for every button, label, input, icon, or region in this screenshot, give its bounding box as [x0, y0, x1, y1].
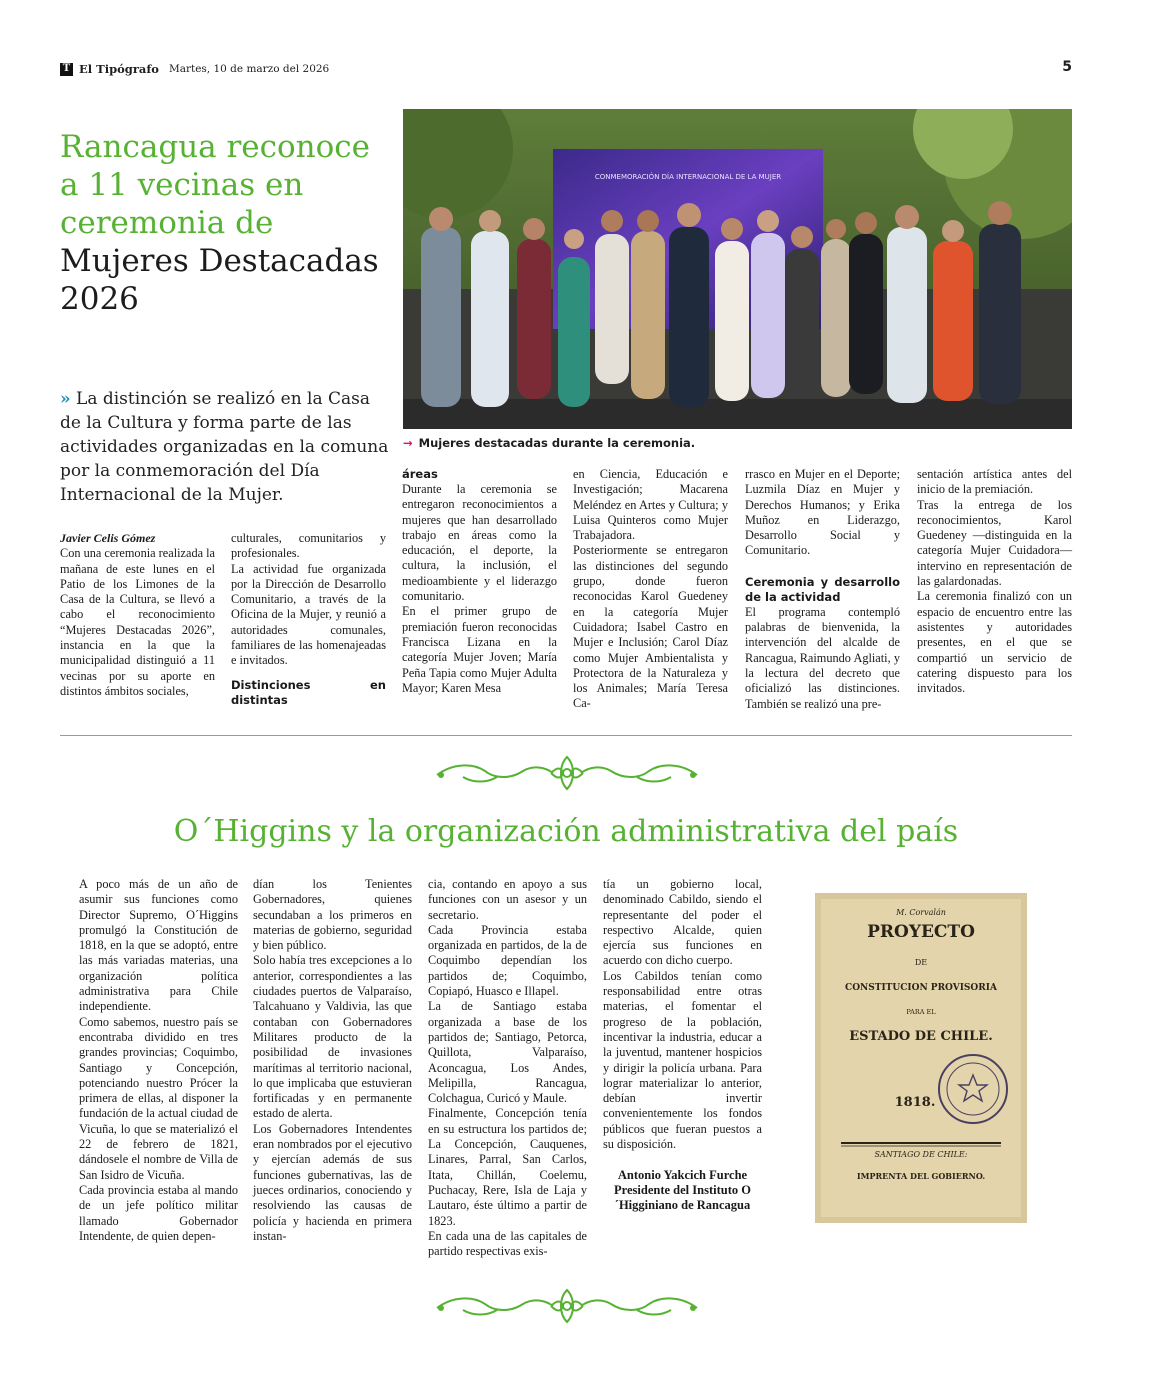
article1-column-6: [917, 467, 1072, 696]
doc-title: PROYECTO: [867, 922, 975, 942]
ceremony-photo: [403, 109, 1072, 429]
doc-line2: CONSTITUCION PROVISORIA: [845, 983, 997, 993]
article1-column-2: [231, 531, 386, 708]
article2-paragraph: La de Santiago estaba organizada a base de los partidos de; Santiago, Petorca, Quillota, Valparaíso, Aconcagua, Los Andes, Melipilla, Rancagua, Colchagua, Curicó y Maule.: [428, 999, 587, 1106]
publication-name: El Tipógrafo: [79, 62, 159, 76]
doc-handwriting: M. Corvalán: [896, 908, 946, 917]
article2-column-3: [428, 877, 587, 1259]
doc-city: SANTIAGO DE CHILE:: [874, 1150, 968, 1159]
article1-paragraph: en Ciencia, Educación e Investigación; Macarena Meléndez en Artes y Cultura; y Luisa Quinteros como Mujer Trabajadora.: [573, 467, 728, 543]
article2-paragraph: tía un gobierno local, denominado Cabildo, siendo el representante del poder el respectivo Alcalde, quien ejercía sus funciones en acuerdo con dicho cuerpo.: [603, 877, 762, 968]
article1-paragraph: En el primer grupo de premiación fueron reconocidas Francisca Lizana en la categoría Mujer Joven; María Peña Tapia como Mujer Adulta Mayor; Karen Mesa: [402, 604, 557, 695]
article1-paragraph: La ceremonia finalizó con un espacio de encuentro entre las asistentes y autoridades presentes, en el que se compartió un servicio de catering dispuesto para los invitados.: [917, 589, 1072, 696]
article1-paragraph: rrasco en Mujer en el Deporte; Luzmila Díaz en Mujer y Derechos Humanos; y Erika Muñoz en Liderazgo, Desarrollo Social y Comunitario.: [745, 467, 900, 558]
article2-paragraph: cia, contando en apoyo a sus funciones con un asesor y un secretario.: [428, 877, 587, 922]
article1-subheading-2: Ceremonia y desarrollo de la actividad: [745, 574, 900, 604]
article1-headline-green: Rancagua reconoce a 11 vecinas en ceremonia de: [60, 129, 371, 241]
article1-subheading-1-cont: áreas: [402, 467, 438, 481]
page-number: 5: [1062, 59, 1072, 75]
article2-column-2: [253, 877, 412, 1244]
author-signature-title: Presidente del Instituto O´Higginiano de Rancagua: [614, 1183, 751, 1213]
section-divider: [60, 735, 1072, 736]
article1-paragraph: Tras la entrega de los reconocimientos, Karol Guedeney —distinguida en la categoría Mujer Cuidadora— intervino en representación de las galardonadas.: [917, 497, 1072, 589]
doc-para: PARA EL: [906, 1008, 936, 1016]
doc-year: 1818.: [894, 1095, 936, 1110]
doc-de: DE: [914, 958, 928, 967]
article1-headline: [60, 128, 390, 318]
article2-paragraph: Finalmente, Concepción tenía en su estructura los partidos de; La Concepción, Cauquenes, Linares, Parral, San Carlos, Itata, Chillán, Coelemu, Puchacay, Rere, Isla de Laja y Lautaro, éste último a partir de 1823.: [428, 1106, 587, 1228]
article1-lede: [60, 387, 390, 507]
article1-headline-black: Mujeres Destacadas 2026: [60, 243, 379, 317]
caption-arrow-icon: →: [403, 436, 413, 450]
article1-paragraph: Durante la ceremonia se entregaron reconocimientos a mujeres que han desarrollado trabajo en áreas como la educación, el deporte, la cultura, la inclusión, el medioambiente y el liderazgo comunitario.: [402, 482, 557, 604]
article2-paragraph: dían los Tenientes Gobernadores, quienes secundaban a los primeros en materias de gobierno, seguridad y bien público.: [253, 877, 412, 953]
author-signature-name: Antonio Yakcich Furche: [617, 1168, 748, 1183]
article2-paragraph: Cada Provincia estaba organizada en partidos, de la de Coquimbo dependían los partidos de; Coquimbo, Copiapó, Huasco e Illapel.: [428, 922, 587, 999]
photo-screen-text: CONMEMORACIÓN DÍA INTERNACIONAL DE LA MUJER: [594, 173, 782, 181]
article1-paragraph: sentación artística antes del inicio de la premiación.: [917, 467, 1072, 497]
article2-paragraph: Los Gobernadores Intendentes eran nombrados por el ejecutivo y ejercían además de sus funciones gubernativas, las de jueces ordinarios, conociendo y resolviendo las causas de policía y hacienda en primera instan-: [253, 1121, 412, 1243]
article2-headline: O´Higgins y la organización administrativa del país: [173, 814, 959, 849]
lede-chevron-icon: »: [60, 389, 71, 409]
article1-paragraph: La actividad fue organizada por la Dirección de Desarrollo Comunitario, a través de la Oficina de la Mujer, y reunió a autoridades comunales, familiares de las homenajeadas e invitados.: [231, 561, 386, 668]
article1-paragraph: Posteriormente se entregaron las distinciones del segundo grupo, donde fueron reconocidas Karol Guedeney en la categoría Mujer Cuidadora; Isabel Castro en Mujer e Inclusión; Carol Díaz como Mujer Ambientalista y Protectora de la Naturaleza y los Animales; María Teresa Ca-: [573, 543, 728, 711]
article1-column-4: [573, 467, 728, 712]
article2-paragraph: Los Cabildos tenían como responsabilidad entre otras materias, el fomentar el progreso de la población, incentivar la industria, educar a la juventud, mantener hospicios y dirigir la policía urbana. Para lograr materializar lo anterior, debían invertir convenientemente los fondos públicos que fueran puestos a su disposición.: [603, 968, 762, 1152]
photo-caption-text: Mujeres destacadas durante la ceremonia.: [418, 436, 696, 450]
article1-subheading-1: Distinciones en distintas: [231, 677, 386, 707]
article1-author: Javier Celis Gómez: [60, 531, 156, 545]
article2-paragraph: Cada provincia estaba al mando de un jefe político militar llamado Gobernador Intendente, de quien depen-: [79, 1182, 238, 1243]
article2-paragraph: Solo había tres excepciones a lo anterior, correspondientes a las ciudades puertos de Valparaíso, Talcahuano y Valdivia, las que contaban con Gobernadores Militares producto de la posibilidad de invasiones marítimas al territorio nacional, lo que implicaba que estuvieran fortificadas y en permanente estado de alerta.: [253, 953, 412, 1121]
masthead: [60, 60, 329, 78]
article1-column-3: [402, 467, 557, 696]
ornament-divider-icon: [433, 1286, 701, 1326]
article2-column-4: [603, 877, 762, 1213]
article1-column-5: [745, 467, 900, 712]
article2-paragraph: En cada una de las capitales de partido respectivas exis-: [428, 1228, 587, 1259]
doc-line3: ESTADO DE CHILE.: [849, 1029, 993, 1044]
publication-logo-icon: T: [60, 63, 73, 76]
article1-paragraph: culturales, comunitarios y profesionales.: [231, 531, 386, 561]
ornament-divider-icon: [433, 753, 701, 793]
article2-paragraph: A poco más de un año de asumir sus funciones como Director Supremo, O´Higgins promulgó la Constitución de 1818, en la que se adoptó, entre las más variadas materias, una organización política administrativa para Chile independiente.: [79, 877, 238, 1014]
article1-paragraph: El programa contempló palabras de bienvenida, la intervención del alcalde de Rancagua, Raimundo Agliati, y la lectura del decreto que oficializó las distinciones. También se realizó una pre-: [745, 604, 900, 711]
photo-caption: [403, 436, 695, 450]
article2-column-1: [79, 877, 238, 1244]
article1-paragraph: Con una ceremonia realizada la mañana de este lunes en el Patio de los Limones de la Casa de la Cultura, se llevó a cabo el reconocimiento “Mujeres Destacadas 2026”, instancia en la que la municipalidad distinguió a 11 vecinas por su aporte en distintos ámbitos sociales,: [60, 546, 215, 698]
article2-paragraph: Como sabemos, nuestro país se encontraba dividido en tres grandes provincias; Coquimbo, Santiago y Concepción, potenciando nuestro Prócer la primera de ellas, al disponer la fundación de la actual ciudad de Vicuña, lo que se materializó el 22 de febrero de 1821, dándosele el nombre de Villa de San Isidro de Vicuña.: [79, 1014, 238, 1182]
article1-column-1: [60, 531, 215, 699]
article1-lede-text: La distinción se realizó en la Casa de la Cultura y forma parte de las actividades organizadas en la comuna por la conmemoración del Día Internacional de la Mujer.: [60, 389, 389, 505]
issue-date: Martes, 10 de marzo del 2026: [168, 63, 330, 75]
doc-press: IMPRENTA DEL GOBIERNO.: [856, 1171, 986, 1181]
constitution-1818-cover-image: [815, 893, 1027, 1223]
